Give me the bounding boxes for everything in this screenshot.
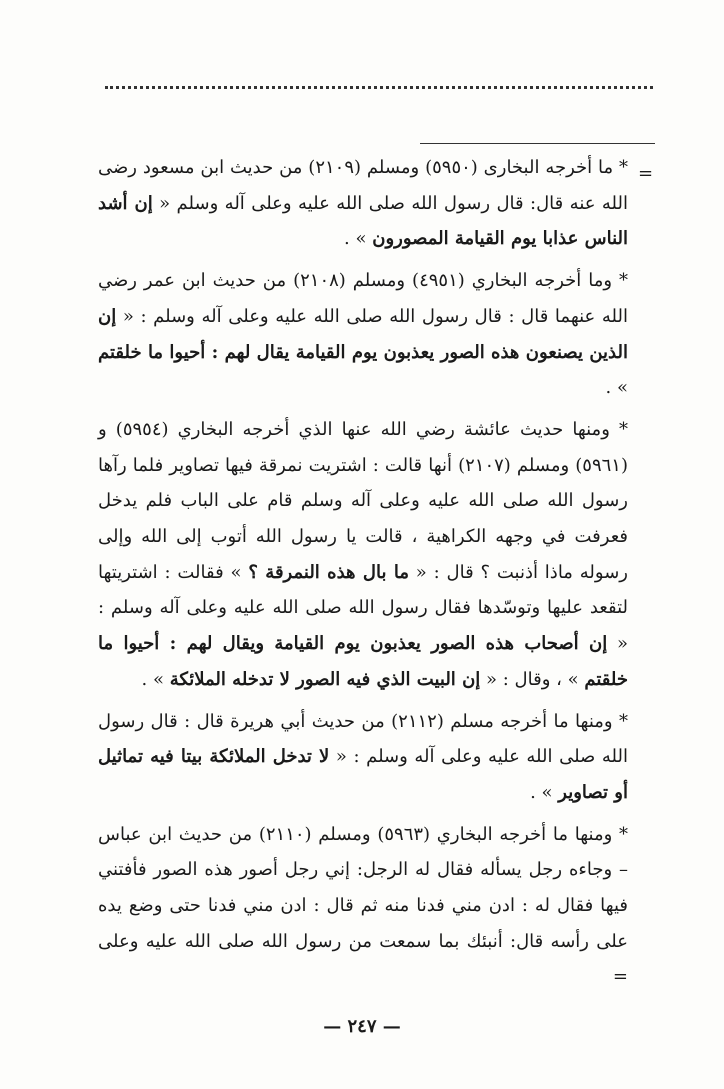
footnote-paragraph-5: * ومنها ما أخرجه البخاري (٥٩٦٣) ومسلم (٢١١٠) من حديث ابن عباس – وجاءه رجل يسأله فقال له الرجل: إني رجل أصور هذه الصور فأفتني فيها فقال له : ادن مني فدنا منه ثم قال : ادن مني فدنا حتى وضع يده على رأسه قال: أنبئك بما سمعت من رسول الله صلى الله عليه وعلى = bbox=[98, 823, 628, 988]
page-number: — ٢٤٧ — bbox=[323, 1016, 401, 1037]
footnote-paragraph-1: * ما أخرجه البخارى (٥٩٥٠) ومسلم (٢١٠٩) من حديث ابن مسعود رضى الله عنه قال: قال رسول الله صلى الله عليه وعلى آله وسلم « إن أشد الناس عذابا يوم القيامة المصورون » . bbox=[98, 157, 629, 250]
footnote-text bbox=[98, 150, 628, 995]
footnote-paragraph-4: * ومنها ما أخرجه مسلم (٢١١٢) من حديث أبي هريرة قال : قال رسول الله صلى الله عليه وعلى آله وسلم : « لا تدخل الملائكة بيتا فيه تماثيل أو تصاوير » . bbox=[98, 710, 628, 803]
hadith-quote: إن البيت الذي فيه الصور لا تدخله الملائكة bbox=[169, 668, 481, 690]
hadith-quote: ما بال هذه النمرقة ؟ bbox=[248, 561, 409, 583]
hadith-quote: إن أصحاب هذه الصور يعذبون يوم القيامة ويقال لهم : أحيوا ما خلقتم bbox=[98, 633, 628, 690]
footnote-paragraph-2: * وما أخرجه البخاري (٤٩٥١) ومسلم (٢١٠٨) من حديث ابن عمر رضي الله عنهما قال : قال رسول الله صلى الله عليه وعلى آله وسلم : « إن الذين يصنعون هذه الصور يعذبون يوم القيامة يقال لهم : أحيوا ما خلقتم » . bbox=[98, 270, 628, 399]
hadith-quote: إن الذين يصنعون هذه الصور يعذبون يوم القيامة يقال لهم : أحيوا ما خلقتم bbox=[98, 305, 628, 363]
footnote-paragraph-3: * ومنها حديث عائشة رضي الله عنها الذي أخرجه البخاري (٥٩٥٤) و (٥٩٦١) ومسلم (٢١٠٧) أنها قالت : اشتريت نمرقة فيها تصاوير فلما رآها رسول الله صلى الله عليه وعلى آله وسلم قام على الباب فلم يدخل فعرفت في وجهه الكراهية ، قالت يا رسول الله أتوب إلى الله وإلى رسوله ماذا أذنبت ؟ قال : « ما بال هذه النمرقة ؟ » فقالت : اشتريتها لتقعد عليها وتوسّدها فقال رسول الله صلى الله عليه وعلى آله وسلم : « إن أصحاب هذه الصور يعذبون يوم القيامة ويقال لهم : أحيوا ما خلقتم » ، وقال : « إن البيت الذي فيه الصور لا تدخله الملائكة » . bbox=[98, 418, 629, 690]
footnote-rule bbox=[420, 143, 655, 144]
continuation-mark: = bbox=[638, 163, 654, 184]
hadith-quote: إن أشد الناس عذابا يوم القيامة المصورون bbox=[98, 192, 628, 250]
dotted-separator bbox=[105, 86, 653, 89]
hadith-quote: لا تدخل الملائكة بيتا فيه تماثيل أو تصاوير bbox=[98, 746, 628, 803]
